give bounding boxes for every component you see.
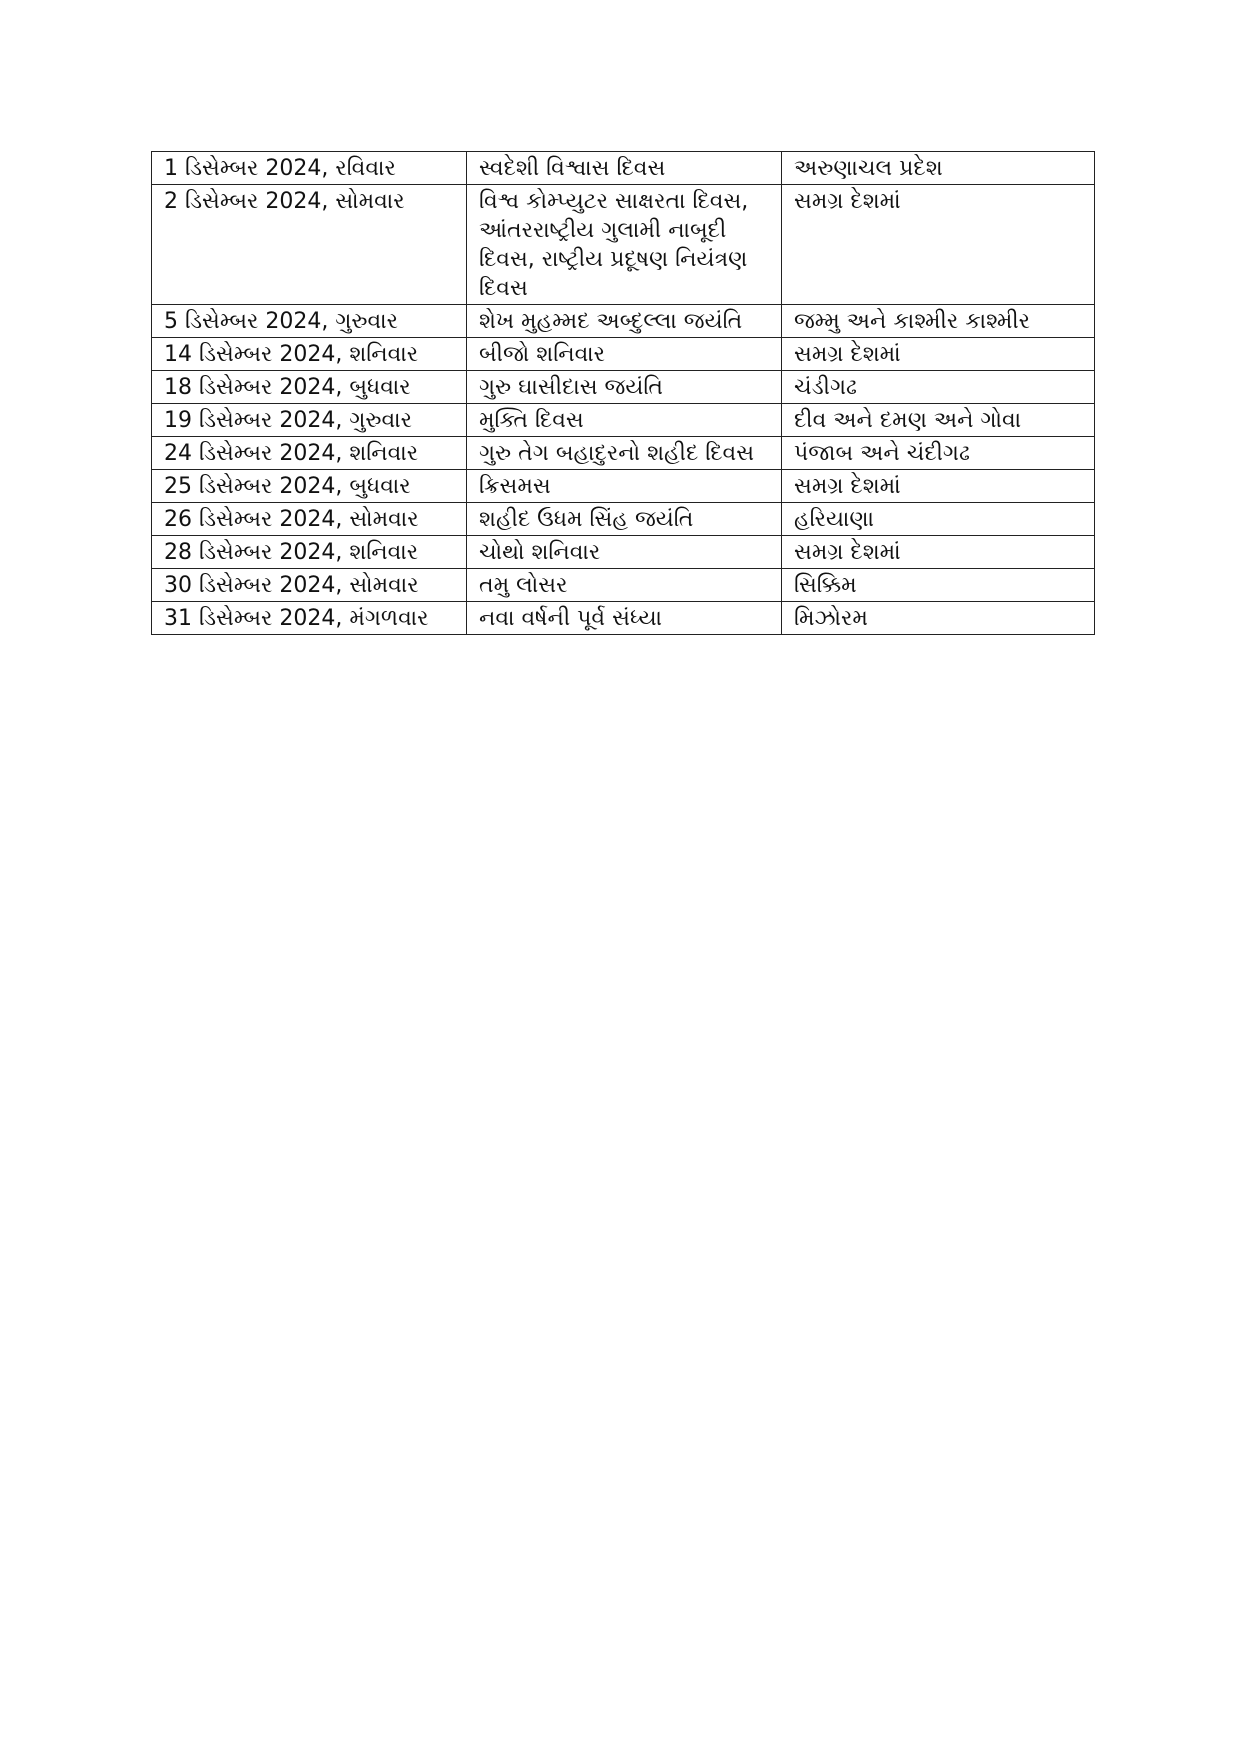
occasion-cell: વિશ્વ કોમ્પ્યુટર સાક્ષરતા દિવસ, આંતરરાષ્ટ્રીય ગુલામી નાબૂદી દિવસ, રાષ્ટ્રીય પ્રદૂષણ નિયંત્રણ દિવસ: [467, 185, 782, 305]
occasion-cell: તમુ લોસર: [467, 569, 782, 602]
table-row: [152, 470, 1095, 503]
date-cell: 28 ડિસેમ્બર 2024, શનિવાર: [152, 536, 467, 569]
table-row: [152, 305, 1095, 338]
date-cell: 19 ડિસેમ્બર 2024, ગુરુવાર: [152, 404, 467, 437]
table-row: [152, 437, 1095, 470]
table-row: [152, 404, 1095, 437]
region-cell: હરિયાણા: [782, 503, 1095, 536]
date-cell: 2 ડિસેમ્બર 2024, સોમવાર: [152, 185, 467, 305]
region-cell: સમગ્ર દેશમાં: [782, 338, 1095, 371]
region-cell: ચંડીગઢ: [782, 371, 1095, 404]
region-cell: અરુણાચલ પ્રદેશ: [782, 152, 1095, 185]
region-cell: સિક્કિમ: [782, 569, 1095, 602]
holiday-table: [151, 151, 1095, 635]
occasion-cell: ક્રિસમસ: [467, 470, 782, 503]
table-row: [152, 185, 1095, 305]
occasion-cell: નવા વર્ષની પૂર્વ સંધ્યા: [467, 602, 782, 635]
table-row: [152, 152, 1095, 185]
region-cell: પંજાબ અને ચંદીગઢ: [782, 437, 1095, 470]
date-cell: 24 ડિસેમ્બર 2024, શનિવાર: [152, 437, 467, 470]
occasion-cell: શેખ મુહમ્મદ અબ્દુલ્લા જયંતિ: [467, 305, 782, 338]
occasion-cell: મુક્તિ દિવસ: [467, 404, 782, 437]
date-cell: 30 ડિસેમ્બર 2024, સોમવાર: [152, 569, 467, 602]
region-cell: જમ્મુ અને કાશ્મીર કાશ્મીર: [782, 305, 1095, 338]
region-cell: સમગ્ર દેશમાં: [782, 470, 1095, 503]
table-row: [152, 569, 1095, 602]
occasion-cell: બીજો શનિવાર: [467, 338, 782, 371]
date-cell: 18 ડિસેમ્બર 2024, બુધવાર: [152, 371, 467, 404]
date-cell: 25 ડિસેમ્બર 2024, બુધવાર: [152, 470, 467, 503]
occasion-cell: શહીદ ઉધમ સિંહ જયંતિ: [467, 503, 782, 536]
occasion-cell: ગુરુ તેગ બહાદુરનો શહીદ દિવસ: [467, 437, 782, 470]
occasion-cell: સ્વદેશી વિશ્વાસ દિવસ: [467, 152, 782, 185]
occasion-cell: ગુરુ ઘાસીદાસ જયંતિ: [467, 371, 782, 404]
date-cell: 31 ડિસેમ્બર 2024, મંગળવાર: [152, 602, 467, 635]
region-cell: સમગ્ર દેશમાં: [782, 536, 1095, 569]
date-cell: 14 ડિસેમ્બર 2024, શનિવાર: [152, 338, 467, 371]
table-row: [152, 602, 1095, 635]
date-cell: 26 ડિસેમ્બર 2024, સોમવાર: [152, 503, 467, 536]
table-row: [152, 371, 1095, 404]
region-cell: દીવ અને દમણ અને ગોવા: [782, 404, 1095, 437]
table-row: [152, 536, 1095, 569]
region-cell: સમગ્ર દેશમાં: [782, 185, 1095, 305]
date-cell: 1 ડિસેમ્બર 2024, રવિવાર: [152, 152, 467, 185]
occasion-cell: ચોથો શનિવાર: [467, 536, 782, 569]
region-cell: મિઝોરમ: [782, 602, 1095, 635]
table-row: [152, 503, 1095, 536]
date-cell: 5 ડિસેમ્બર 2024, ગુરુવાર: [152, 305, 467, 338]
table-row: [152, 338, 1095, 371]
